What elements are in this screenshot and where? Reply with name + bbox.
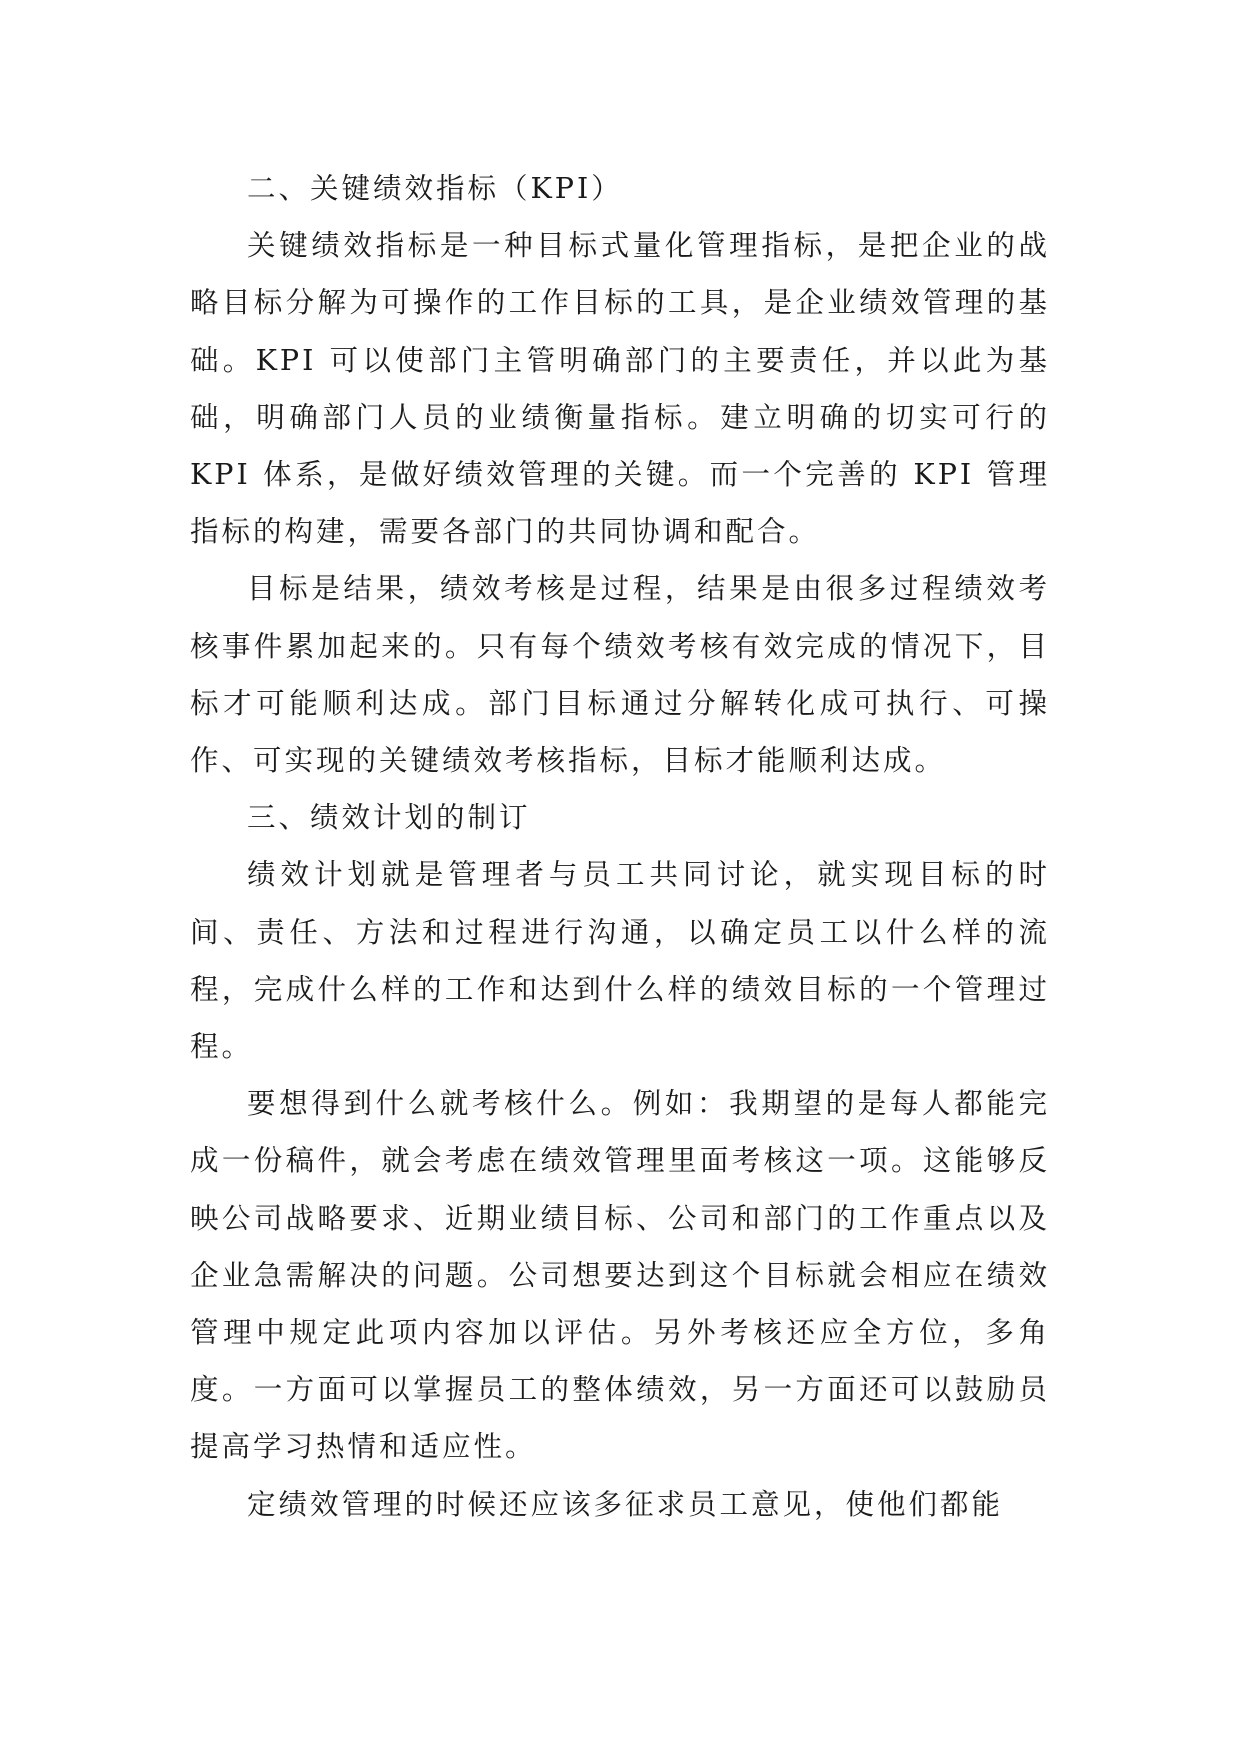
paragraph: 定绩效管理的时候还应该多征求员工意见，使他们都能: [247, 1487, 1004, 1521]
section-heading-kpi: 二、关键绩效指标（KPI）: [247, 172, 623, 205]
paragraph: 关键绩效指标是一种目标式量化管理指标，是把企业的战略目标分解为可操作的工作目标的工具，是企业绩效管理的基础。KPI 可以使部门主管明确部门的主要责任，并以此为基础，明确部门人员的业绩衡量指标。建立明确的切实可行的 KPI 体系，是做好绩效管理的关键。而一个完善的 KPI 管理指标的构建，需要各部门的共同协调和配合。: [190, 229, 1050, 549]
paragraph: 要想得到什么就考核什么。例如：我期望的是每人都能完成一份稿件，就会考虑在绩效管理里面考核这一项。这能够反映公司战略要求、近期业绩目标、公司和部门的工作重点以及企业急需解决的问题。公司想要达到这个目标就会相应在绩效管理中规定此项内容加以评估。另外考核还应全方位，多角度。一方面可以掌握员工的整体绩效，另一方面还可以鼓励员提高学习热情和适应性。: [190, 1087, 1050, 1464]
paragraph: 目标是结果，绩效考核是过程，结果是由很多过程绩效考核事件累加起来的。只有每个绩效考核有效完成的情况下，目标才可能顺利达成。部门目标通过分解转化成可执行、可操作、可实现的关键绩效考核指标，目标才能顺利达成。: [190, 572, 1050, 778]
paragraph: 绩效计划就是管理者与员工共同讨论，就实现目标的时间、责任、方法和过程进行沟通，以确定员工以什么样的流程，完成什么样的工作和达到什么样的绩效目标的一个管理过程。: [190, 858, 1050, 1064]
document-body: [190, 160, 1050, 1533]
section-heading-plan: 三、绩效计划的制订: [247, 801, 531, 835]
